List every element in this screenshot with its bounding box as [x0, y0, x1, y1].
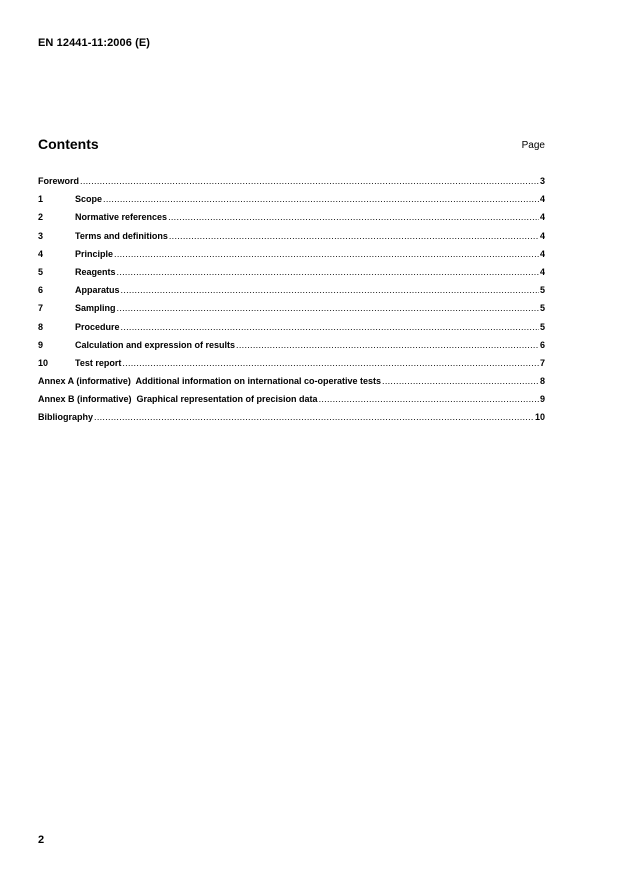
table-of-contents — [38, 176, 545, 431]
toc-entry-title: Sampling — [75, 303, 116, 314]
toc-entry-number: 5 — [38, 266, 44, 277]
toc-entry-title: Annex B (informative) Graphical representation of precision data — [38, 394, 318, 405]
toc-entry-title: Principle — [75, 248, 114, 259]
toc-entry-title: Foreword — [38, 176, 80, 186]
toc-entry-page: 4 — [539, 194, 545, 205]
toc-entry-title: Apparatus — [75, 285, 120, 296]
toc-entry-number: 6 — [38, 285, 44, 296]
toc-dot-leader — [236, 340, 539, 350]
toc-entry-annex-a[interactable] — [38, 376, 545, 394]
toc-entry-page: 5 — [539, 285, 545, 296]
toc-entry-page: 4 — [539, 248, 545, 259]
toc-entry-title: Annex A (informative) Additional information on international co-operative tests — [38, 376, 382, 387]
toc-entry-number: 10 — [38, 357, 49, 368]
toc-entry-bibliography[interactable] — [38, 412, 545, 430]
toc-dot-leader — [80, 176, 539, 186]
toc-dot-leader — [121, 285, 539, 295]
toc-entry-page: 9 — [539, 394, 545, 405]
toc-entry-page: 10 — [534, 412, 545, 423]
toc-entry-title: Scope — [75, 194, 103, 205]
toc-entry-page: 6 — [539, 339, 545, 350]
toc-dot-leader — [319, 394, 539, 404]
toc-entry-normative-references[interactable] — [38, 212, 545, 230]
toc-entry-procedure[interactable] — [38, 322, 545, 340]
toc-dot-leader — [103, 194, 539, 204]
toc-entry-title: Reagents — [75, 266, 116, 277]
toc-dot-leader — [117, 267, 539, 277]
toc-entry-title: Procedure — [75, 321, 120, 332]
toc-entry-number: 9 — [38, 339, 44, 350]
toc-dot-leader — [117, 303, 539, 313]
toc-entry-title: Bibliography — [38, 412, 94, 423]
toc-entry-title: Calculation and expression of results — [75, 339, 236, 350]
toc-entry-calculation[interactable] — [38, 340, 545, 358]
toc-entry-number: 4 — [38, 248, 44, 259]
toc-entry-number: 3 — [38, 230, 44, 241]
toc-entry-principle[interactable] — [38, 249, 545, 267]
toc-entry-page: 3 — [539, 176, 545, 186]
toc-dot-leader — [121, 322, 539, 332]
toc-entry-page: 4 — [539, 212, 545, 223]
toc-entry-page: 4 — [539, 230, 545, 241]
toc-entry-title: Normative references — [75, 212, 168, 223]
toc-entry-number: 8 — [38, 321, 44, 332]
toc-entry-page: 8 — [539, 376, 545, 387]
toc-dot-leader — [169, 231, 539, 241]
toc-entry-number: 1 — [38, 194, 44, 205]
toc-entry-sampling[interactable] — [38, 303, 545, 321]
toc-entry-page: 5 — [539, 303, 545, 314]
toc-entry-page: 7 — [539, 357, 545, 368]
toc-entry-apparatus[interactable] — [38, 285, 545, 303]
toc-dot-leader — [114, 249, 539, 259]
toc-dot-leader — [168, 212, 539, 222]
toc-dot-leader — [94, 412, 534, 422]
contents-heading: Contents — [38, 136, 99, 152]
toc-entry-reagents[interactable] — [38, 267, 545, 285]
toc-entry-foreword[interactable] — [38, 176, 545, 194]
toc-dot-leader — [122, 358, 539, 368]
toc-entry-page: 5 — [539, 321, 545, 332]
toc-entry-number: 7 — [38, 303, 44, 314]
toc-entry-page: 4 — [539, 266, 545, 277]
toc-dot-leader — [382, 376, 539, 386]
toc-entry-scope[interactable] — [38, 194, 545, 212]
toc-entry-title: Terms and definitions — [75, 230, 168, 241]
toc-entry-title: Test report — [75, 357, 122, 368]
page-number: 2 — [38, 834, 45, 846]
toc-entry-test-report[interactable] — [38, 358, 545, 376]
toc-entry-terms-and-definitions[interactable] — [38, 231, 545, 249]
toc-entry-annex-b[interactable] — [38, 394, 545, 412]
document-identifier: EN 12441-11:2006 (E) — [38, 37, 151, 49]
toc-entry-number: 2 — [38, 212, 44, 223]
page-column-label: Page — [521, 140, 545, 151]
